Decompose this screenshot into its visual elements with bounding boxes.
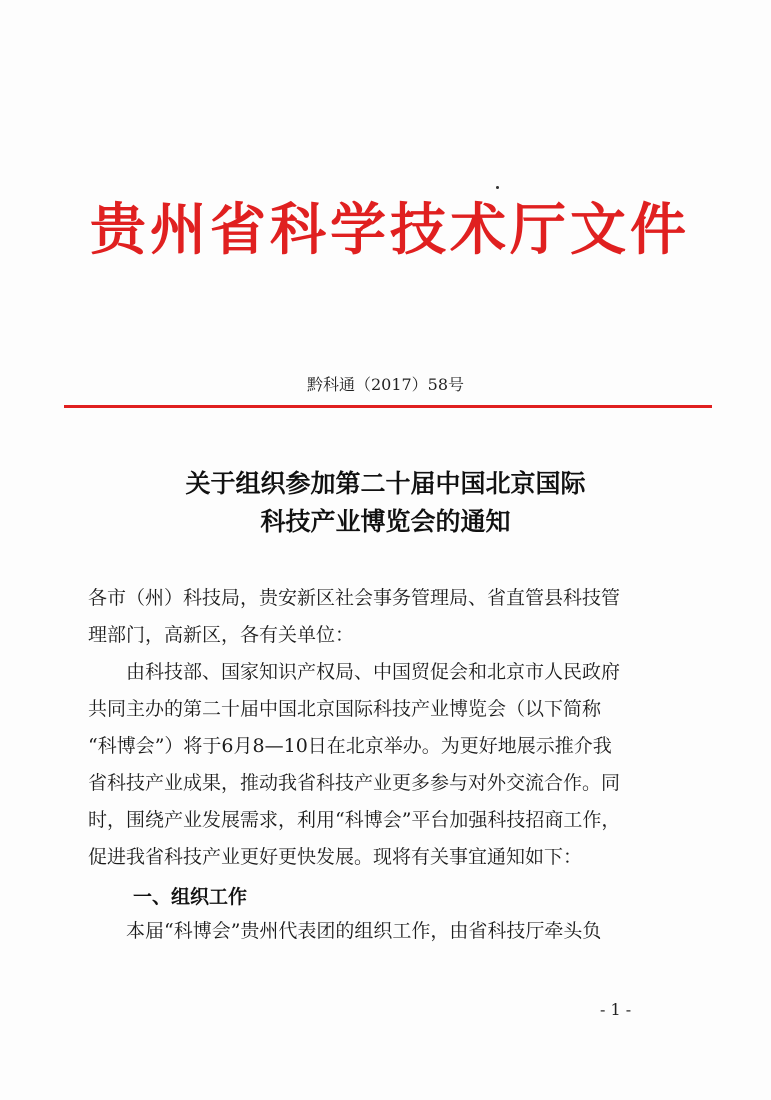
body-line-1: 各市（州）科技局，贵安新区社会事务管理局、省直管县科技管 xyxy=(88,587,621,609)
page-number: - 1 - xyxy=(600,1000,632,1019)
section-heading-organization: 一、组织工作 xyxy=(133,886,248,908)
body-line-4: 共同主办的第二十届中国北京国际科技产业博览会（以下简称 xyxy=(88,698,602,720)
body-line-5: “科博会”）将于6月8—10日在北京举办。为更好地展示推介我 xyxy=(88,735,612,757)
notice-title xyxy=(0,465,771,541)
body-line-2: 理部门，高新区，各有关单位： xyxy=(88,624,355,646)
issuer-header-title: 贵州省科学技术厅文件 xyxy=(90,198,690,263)
section-1-text: 本届“科博会”贵州代表团的组织工作，由省科技厅牵头负 xyxy=(88,920,602,942)
body-line-8: 促进我省科技产业更好更快发展。现将有关事宜通知如下： xyxy=(88,846,583,868)
document-number: 黔科通（2017）58号 xyxy=(306,375,465,394)
body-line-7: 时，围绕产业发展需求，利用“科博会”平台加强科技招商工作， xyxy=(88,809,621,831)
notice-title-line-2: 科技产业博览会的通知 xyxy=(260,507,511,536)
red-divider-line xyxy=(64,405,712,408)
body-line-3: 由科技部、国家知识产权局、中国贸促会和北京市人民政府 xyxy=(88,661,621,683)
body-line-6: 省科技产业成果，推动我省科技产业更多参与对外交流合作。同 xyxy=(88,772,621,794)
notice-title-line-1: 关于组织参加第二十届中国北京国际 xyxy=(185,469,586,498)
ink-dot xyxy=(496,186,499,189)
